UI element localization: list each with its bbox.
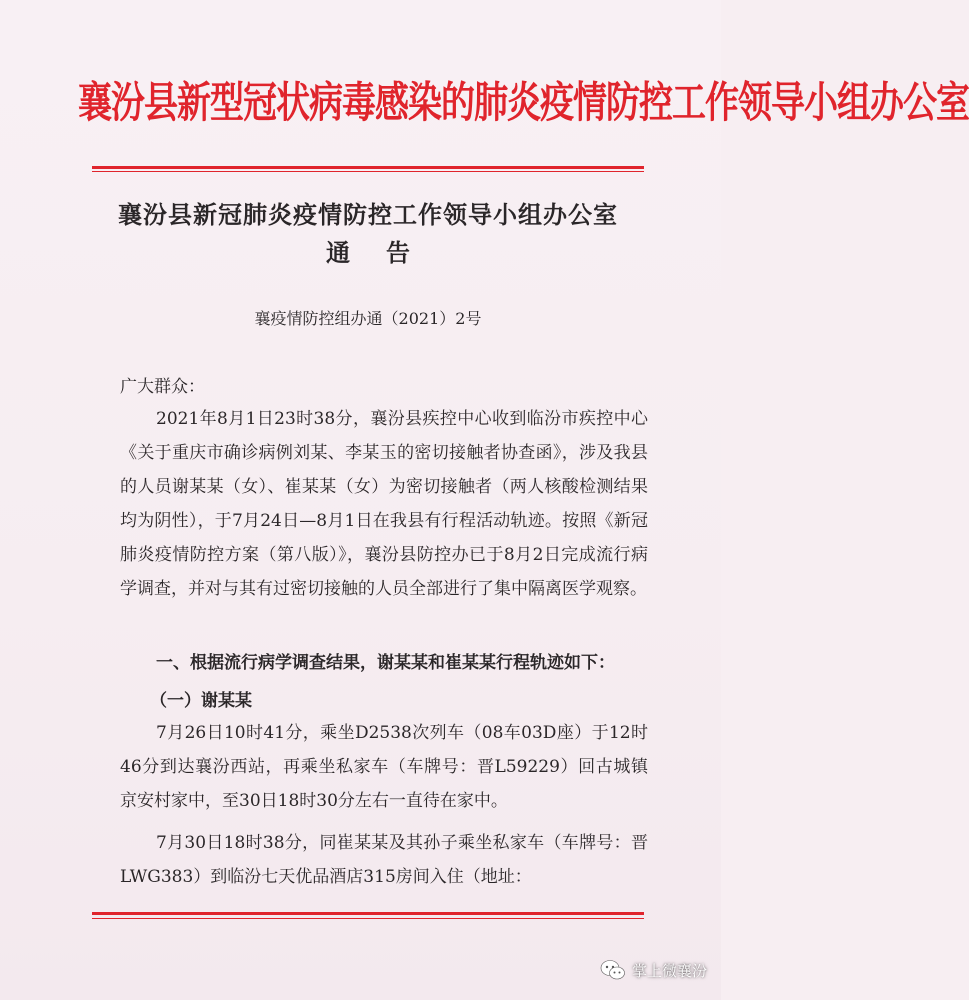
red-rule-top-thin <box>92 171 644 172</box>
red-rule-bottom <box>92 912 644 915</box>
subsection-heading: （一）谢某某 <box>150 691 252 711</box>
greeting: 广大群众： <box>120 377 205 397</box>
paragraph-itinerary-1: 7月26日10时41分，乘坐D2538次列车（08车03D座）于12时46分到达襄汾西站，再乘坐私家车（车牌号：晋L59229）回古城镇京安村家中，至30日18时30分左右一直待在家中。 <box>120 723 648 811</box>
red-letterhead-title: 襄汾县新型冠状病毒感染的肺炎疫情防控工作领导小组办公室 <box>78 78 969 128</box>
body-section-2 <box>120 716 648 894</box>
paragraph-intro: 2021年8月1日23时38分，襄汾县疾控中心收到临汾市疾控中心《关于重庆市确诊病例刘某、李某玉的密切接触者协查函》，涉及我县的人员谢某某（女）、崔某某（女）为密切接触者（两人核酸检测结果均为阴性），于7月24日—8月1日在我县有行程活动轨迹。按照《新冠肺炎疫情防控方案（第八版）》，襄汾县防控办已于8月2日完成流行病学调查，并对与其有过密切接触的人员全部进行了集中隔离医学观察。 <box>120 409 648 599</box>
body-section <box>120 402 648 606</box>
section-heading: 一、根据流行病学调查结果，谢某某和崔某某行程轨迹如下： <box>156 653 615 673</box>
red-rule-top <box>92 166 644 169</box>
watermark-text: 掌上微襄汾 <box>631 961 707 980</box>
watermark <box>600 958 707 982</box>
document-subtitle: 通告 <box>326 239 446 267</box>
document-title: 襄汾县新冠肺炎疫情防控工作领导小组办公室 <box>118 201 618 229</box>
paragraph-itinerary-2: 7月30日18时38分，同崔某某及其孙子乘坐私家车（车牌号：晋LWG383）到临汾七天优品酒店315房间入住（地址： <box>120 833 648 887</box>
document-number: 襄疫情防控组办通（2021）2号 <box>254 309 482 328</box>
wechat-icon <box>600 959 626 981</box>
red-rule-bottom-thin <box>92 918 644 919</box>
